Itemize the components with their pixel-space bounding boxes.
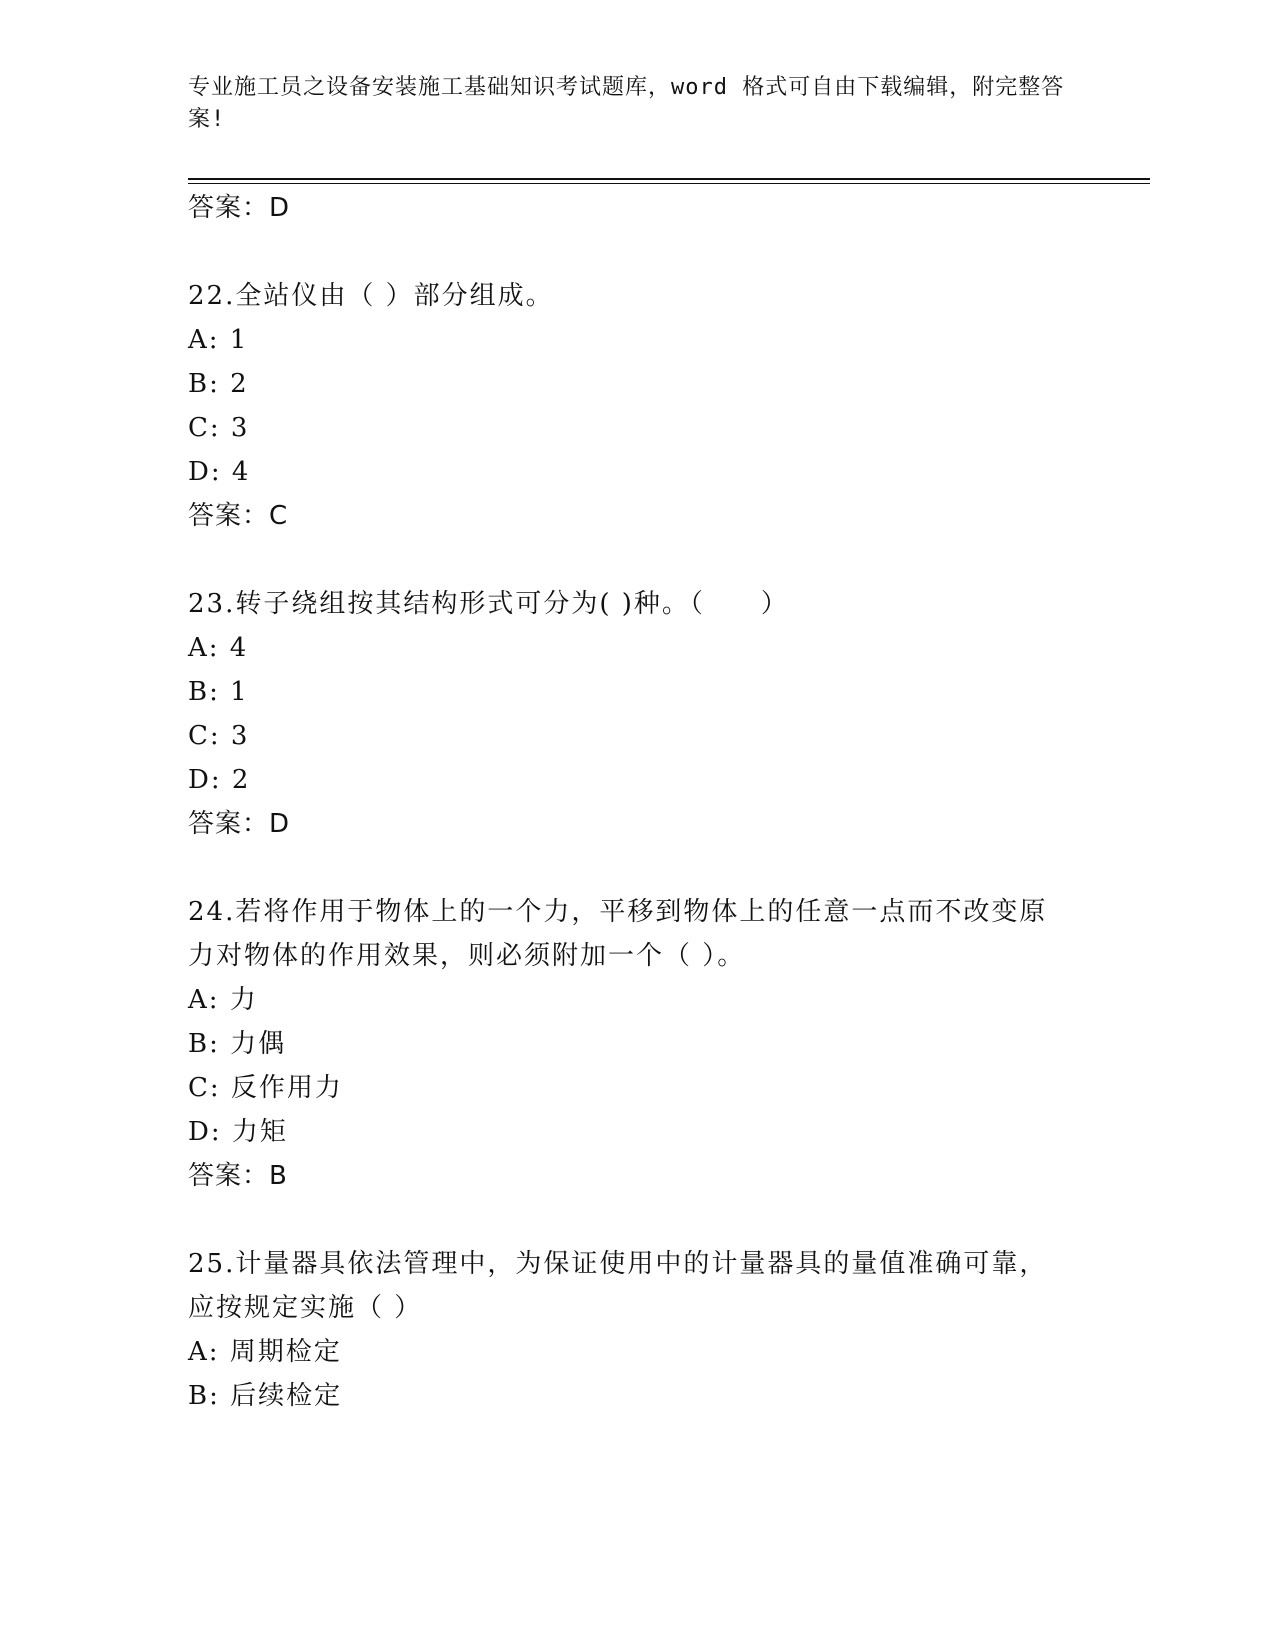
answer-23: 答案：D: [188, 809, 291, 839]
question-22-option-b: B: 2: [188, 369, 249, 399]
question-25-option-a: A: 周期检定: [188, 1337, 342, 1367]
question-24-option-c: C: 反作用力: [188, 1073, 343, 1103]
header-rule-thick: [188, 178, 1150, 180]
question-23-option-a: A: 4: [188, 633, 249, 663]
question-24-stem-line-2: 力对物体的作用效果，则必须附加一个（ ）。: [188, 941, 746, 971]
document-header: 专业施工员之设备安装施工基础知识考试题库，word 格式可自由下载编辑，附完整答案!: [188, 75, 1065, 132]
question-23-stem: 23.转子绕组按其结构形式可分为( )种。（ ）: [188, 589, 789, 619]
question-23-option-c: C: 3: [188, 721, 250, 751]
question-25-option-b: B: 后续检定: [188, 1381, 343, 1411]
question-24-option-d: D: 力矩: [188, 1117, 288, 1147]
question-22-option-a: A: 1: [188, 325, 249, 355]
answer-22: 答案：C: [188, 501, 289, 531]
question-24-stem-line-1: 24.若将作用于物体上的一个力，平移到物体上的任意一点而不改变原: [188, 897, 1048, 927]
question-22-option-d: D: 4: [188, 457, 251, 487]
answer-24: 答案：B: [188, 1161, 288, 1191]
question-24-option-a: A: 力: [188, 985, 258, 1015]
header-rule-thin: [188, 183, 1150, 184]
answer-21: 答案：D: [188, 193, 291, 223]
question-22-option-c: C: 3: [188, 413, 250, 443]
question-22-stem: 22.全站仪由（ ）部分组成。: [188, 281, 554, 311]
question-23-option-b: B: 1: [188, 677, 249, 707]
question-25-stem-line-2: 应按规定实施（ ）: [188, 1293, 423, 1323]
question-24-option-b: B: 力偶: [188, 1029, 287, 1059]
question-25-stem-line-1: 25.计量器具依法管理中，为保证使用中的计量器具的量值准确可靠，: [188, 1249, 1048, 1279]
question-23-option-d: D: 2: [188, 765, 251, 795]
